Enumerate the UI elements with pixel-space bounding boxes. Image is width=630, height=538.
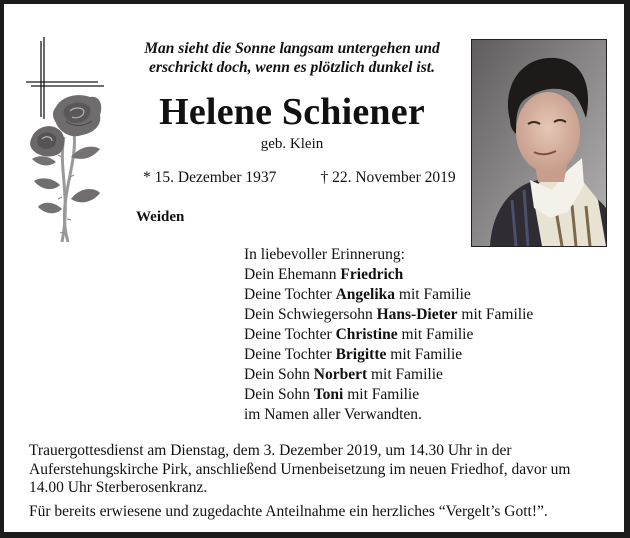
quote-line-1: Man sieht die Sonne langsam untergehen und [144,40,440,57]
mourner-entry [244,265,533,285]
relation-label: Dein Sohn [244,366,314,383]
funeral-service-info [29,442,609,498]
mourner-entry [244,345,533,365]
portrait-image [472,40,606,246]
mourner-name: Toni [313,386,344,403]
mourners-closing: im Namen aller Verwandten. [244,406,422,423]
service-line-1: Trauergottesdienst am Dienstag, dem 3. Dezember 2019, um 14.30 Uhr in der [29,442,512,459]
mourner-name: Friedrich [340,266,404,283]
thanks-note: Für bereits erwiesene und zugedachte Anteilnahme ein herzliches “Vergelt’s Gott!”. [29,503,548,520]
mourner-name: Christine [335,326,398,343]
relation-label: Dein Schwiegersohn [244,306,377,323]
relation-label: Deine Tochter [244,346,336,363]
family-suffix: mit Familie [395,286,471,303]
quote-line-2: erschrickt doch, wenn es plötzlich dunkel ist. [149,59,435,76]
death-date: † 22. November 2019 [320,169,456,186]
mourner-name: Brigitte [335,346,387,363]
family-suffix: mit Familie [343,386,420,403]
place-name: Weiden [136,209,185,225]
maiden-name: geb. Klein [260,136,324,152]
mourner-entry [244,365,533,385]
deceased-name: Helene Schiener [159,91,425,133]
life-dates [143,168,473,188]
mourners-list [244,245,533,425]
family-suffix: mit Familie [367,366,443,383]
relation-label: Dein Sohn [244,386,314,403]
relation-label: Deine Tochter [244,286,336,303]
cross-with-roses-icon [26,37,116,247]
mourner-entry [244,305,533,325]
portrait-photo [471,39,607,247]
mourners-intro: In liebevoller Erinnerung: [244,246,405,263]
memorial-quote [122,39,462,77]
mourner-entry [244,385,533,405]
mourner-entry [244,285,533,305]
service-line-2: Auferstehungskirche Pirk, anschließend Urnenbeisetzung im neuen Friedhof, davor um [29,460,571,478]
service-line-3: 14.00 Uhr Sterberosenkranz. [29,479,208,496]
birth-date: * 15. Dezember 1937 [143,169,277,186]
family-suffix: mit Familie [397,326,474,343]
mourner-name: Hans-Dieter [376,306,458,323]
mourner-name: Norbert [313,366,368,383]
family-suffix: mit Familie [386,346,463,363]
mourner-entry [244,325,533,345]
relation-label: Deine Tochter [244,326,336,343]
relation-label: Dein Ehemann [244,266,341,283]
mourner-name: Angelika [335,286,396,303]
family-suffix: mit Familie [457,306,534,323]
